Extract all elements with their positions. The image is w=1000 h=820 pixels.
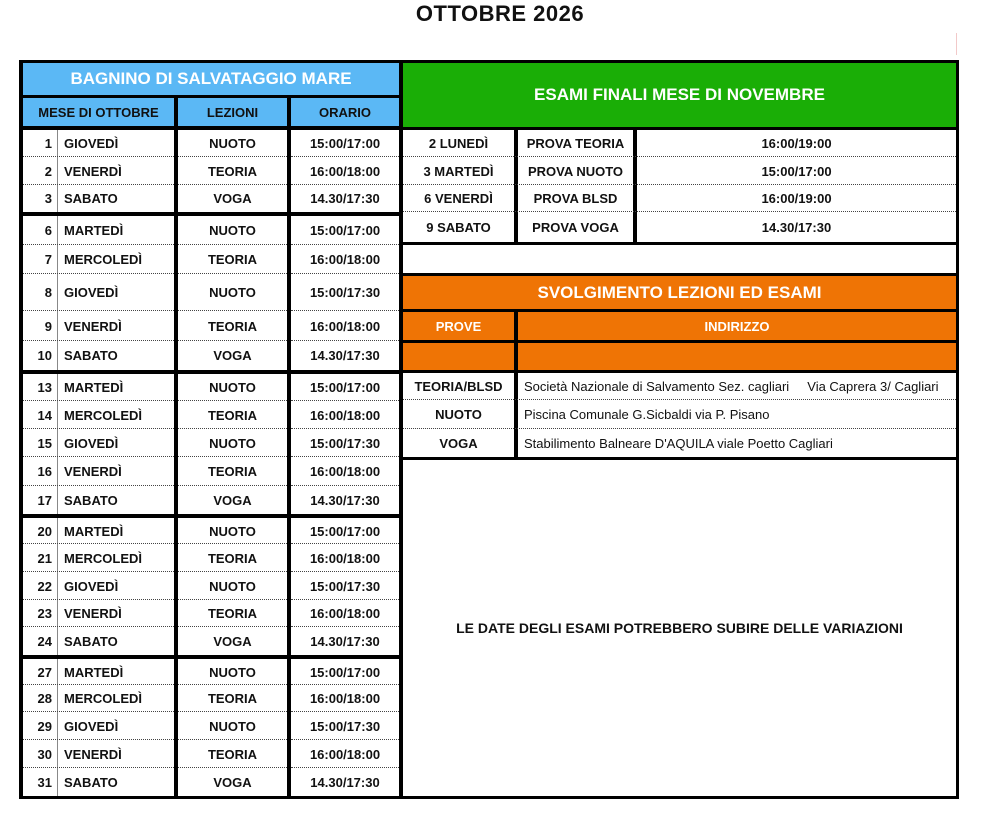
lesson-time: 14.30/17:30 xyxy=(291,185,399,212)
lesson-type: NUOTO xyxy=(178,429,287,457)
weekday: SABATO xyxy=(58,768,174,796)
exam-time: 15:00/17:00 xyxy=(637,157,956,185)
weekday: GIOVEDÌ xyxy=(58,130,174,157)
weekday: SABATO xyxy=(58,486,174,514)
day-number: 1 xyxy=(23,130,57,157)
weekday: GIOVEDÌ xyxy=(58,712,174,740)
column-divider xyxy=(57,659,58,685)
column-divider xyxy=(57,685,58,712)
column-divider xyxy=(57,600,58,627)
weekday: MERCOLEDÌ xyxy=(58,401,174,429)
column-divider xyxy=(57,572,58,600)
column-divider xyxy=(57,429,58,457)
lesson-type: NUOTO xyxy=(178,572,287,600)
column-divider xyxy=(57,740,58,768)
lesson-time: 14.30/17:30 xyxy=(291,627,399,655)
day-number: 7 xyxy=(23,245,57,274)
venue-test: NUOTO xyxy=(403,400,514,429)
column-divider xyxy=(57,768,58,796)
weekday: VENERDÌ xyxy=(58,457,174,486)
exam-date: 6 VENERDÌ xyxy=(403,185,514,212)
lesson-type: NUOTO xyxy=(178,518,287,544)
lesson-type: NUOTO xyxy=(178,659,287,685)
weekday: MARTEDÌ xyxy=(58,518,174,544)
venues-title: SVOLGIMENTO LEZIONI ED ESAMI xyxy=(403,276,956,309)
day-number: 14 xyxy=(23,401,57,429)
weekday: MARTEDÌ xyxy=(58,216,174,245)
weekday: MERCOLEDÌ xyxy=(58,685,174,712)
header-lessons: LEZIONI xyxy=(178,98,287,126)
lesson-time: 16:00/18:00 xyxy=(291,740,399,768)
weekday: GIOVEDÌ xyxy=(58,572,174,600)
exam-time: 16:00/19:00 xyxy=(637,130,956,157)
empty-orange-cell xyxy=(518,343,956,370)
day-number: 28 xyxy=(23,685,57,712)
day-number: 24 xyxy=(23,627,57,655)
course-title: BAGNINO DI SALVATAGGIO MARE xyxy=(23,63,399,95)
lesson-type: NUOTO xyxy=(178,374,287,401)
lesson-type: TEORIA xyxy=(178,685,287,712)
column-divider xyxy=(57,486,58,514)
day-number: 27 xyxy=(23,659,57,685)
lesson-type: TEORIA xyxy=(178,544,287,572)
weekday: VENERDÌ xyxy=(58,600,174,627)
weekday: MERCOLEDÌ xyxy=(58,245,174,274)
lesson-time: 16:00/18:00 xyxy=(291,600,399,627)
lesson-time: 15:00/17:00 xyxy=(291,518,399,544)
column-divider xyxy=(57,216,58,245)
lesson-type: VOGA xyxy=(178,486,287,514)
exam-test: PROVA VOGA xyxy=(518,212,633,242)
weekday: SABATO xyxy=(58,627,174,655)
day-number: 15 xyxy=(23,429,57,457)
column-divider xyxy=(57,374,58,401)
lesson-type: VOGA xyxy=(178,627,287,655)
column-divider xyxy=(57,157,58,185)
lesson-time: 16:00/18:00 xyxy=(291,245,399,274)
lesson-type: NUOTO xyxy=(178,712,287,740)
lesson-time: 14.30/17:30 xyxy=(291,486,399,514)
weekday: SABATO xyxy=(58,341,174,370)
exam-date: 9 SABATO xyxy=(403,212,514,242)
header-address: INDIRIZZO xyxy=(518,312,956,340)
lesson-type: NUOTO xyxy=(178,130,287,157)
column-divider xyxy=(57,341,58,370)
column-divider xyxy=(57,130,58,157)
weekday: GIOVEDÌ xyxy=(58,429,174,457)
spacer-row xyxy=(403,245,956,273)
lesson-time: 15:00/17:00 xyxy=(291,130,399,157)
column-divider xyxy=(57,311,58,341)
exam-dates-note: LE DATE DEGLI ESAMI POTREBBERO SUBIRE DELLE VARIAZIONI xyxy=(403,460,956,796)
day-number: 23 xyxy=(23,600,57,627)
day-number: 8 xyxy=(23,274,57,311)
lesson-type: VOGA xyxy=(178,341,287,370)
weekday: VENERDÌ xyxy=(58,740,174,768)
exam-date: 2 LUNEDÌ xyxy=(403,130,514,157)
header-month: MESE DI OTTOBRE xyxy=(23,98,174,126)
exams-title: ESAMI FINALI MESE DI NOVEMBRE xyxy=(403,63,956,127)
lesson-time: 14.30/17:30 xyxy=(291,341,399,370)
decorative-line xyxy=(956,33,957,55)
lesson-time: 16:00/18:00 xyxy=(291,311,399,341)
day-number: 31 xyxy=(23,768,57,796)
lesson-type: TEORIA xyxy=(178,600,287,627)
lesson-type: TEORIA xyxy=(178,157,287,185)
header-time: ORARIO xyxy=(291,98,399,126)
column-divider xyxy=(57,457,58,486)
lesson-type: VOGA xyxy=(178,768,287,796)
exam-time: 16:00/19:00 xyxy=(637,185,956,212)
exam-test: PROVA BLSD xyxy=(518,185,633,212)
venue-address: Piscina Comunale G.Sicbaldi via P. Pisano xyxy=(518,400,956,429)
day-number: 6 xyxy=(23,216,57,245)
exam-time: 14.30/17:30 xyxy=(637,212,956,242)
empty-orange-cell xyxy=(403,343,514,370)
weekday: GIOVEDÌ xyxy=(58,274,174,311)
day-number: 10 xyxy=(23,341,57,370)
lesson-time: 16:00/18:00 xyxy=(291,457,399,486)
day-number: 29 xyxy=(23,712,57,740)
day-number: 20 xyxy=(23,518,57,544)
lesson-type: TEORIA xyxy=(178,311,287,341)
lesson-time: 15:00/17:30 xyxy=(291,274,399,311)
lesson-time: 15:00/17:00 xyxy=(291,216,399,245)
weekday: MARTEDÌ xyxy=(58,659,174,685)
weekday: MARTEDÌ xyxy=(58,374,174,401)
lesson-time: 15:00/17:00 xyxy=(291,659,399,685)
lesson-type: NUOTO xyxy=(178,274,287,311)
exam-date: 3 MARTEDÌ xyxy=(403,157,514,185)
day-number: 3 xyxy=(23,185,57,212)
day-number: 9 xyxy=(23,311,57,341)
lesson-time: 16:00/18:00 xyxy=(291,544,399,572)
column-divider xyxy=(57,401,58,429)
lesson-time: 16:00/18:00 xyxy=(291,685,399,712)
header-prove: PROVE xyxy=(403,312,514,340)
day-number: 17 xyxy=(23,486,57,514)
lesson-type: TEORIA xyxy=(178,401,287,429)
column-divider xyxy=(57,712,58,740)
lesson-time: 15:00/17:30 xyxy=(291,712,399,740)
lesson-time: 16:00/18:00 xyxy=(291,157,399,185)
lesson-time: 14.30/17:30 xyxy=(291,768,399,796)
lesson-time: 15:00/17:00 xyxy=(291,374,399,401)
weekday: SABATO xyxy=(58,185,174,212)
lesson-type: TEORIA xyxy=(178,457,287,486)
column-divider xyxy=(57,185,58,212)
column-divider xyxy=(57,245,58,274)
column-divider xyxy=(57,627,58,655)
day-number: 21 xyxy=(23,544,57,572)
column-divider xyxy=(57,518,58,544)
lesson-time: 16:00/18:00 xyxy=(291,401,399,429)
day-number: 2 xyxy=(23,157,57,185)
page-title: OTTOBRE 2026 xyxy=(415,1,585,26)
venue-address: Società Nazionale di Salvamento Sez. cagliari Via Caprera 3/ Cagliari xyxy=(518,373,956,400)
lesson-type: VOGA xyxy=(178,185,287,212)
lesson-type: TEORIA xyxy=(178,740,287,768)
venue-test: VOGA xyxy=(403,429,514,457)
weekday: MERCOLEDÌ xyxy=(58,544,174,572)
venue-address: Stabilimento Balneare D'AQUILA viale Poetto Cagliari xyxy=(518,429,956,457)
weekday: VENERDÌ xyxy=(58,157,174,185)
column-divider xyxy=(57,274,58,311)
day-number: 16 xyxy=(23,457,57,486)
venue-test: TEORIA/BLSD xyxy=(403,373,514,400)
lesson-type: TEORIA xyxy=(178,245,287,274)
exam-test: PROVA NUOTO xyxy=(518,157,633,185)
exam-test: PROVA TEORIA xyxy=(518,130,633,157)
lesson-type: NUOTO xyxy=(178,216,287,245)
day-number: 30 xyxy=(23,740,57,768)
lesson-time: 15:00/17:30 xyxy=(291,572,399,600)
lesson-time: 15:00/17:30 xyxy=(291,429,399,457)
day-number: 22 xyxy=(23,572,57,600)
column-divider xyxy=(57,544,58,572)
weekday: VENERDÌ xyxy=(58,311,174,341)
day-number: 13 xyxy=(23,374,57,401)
